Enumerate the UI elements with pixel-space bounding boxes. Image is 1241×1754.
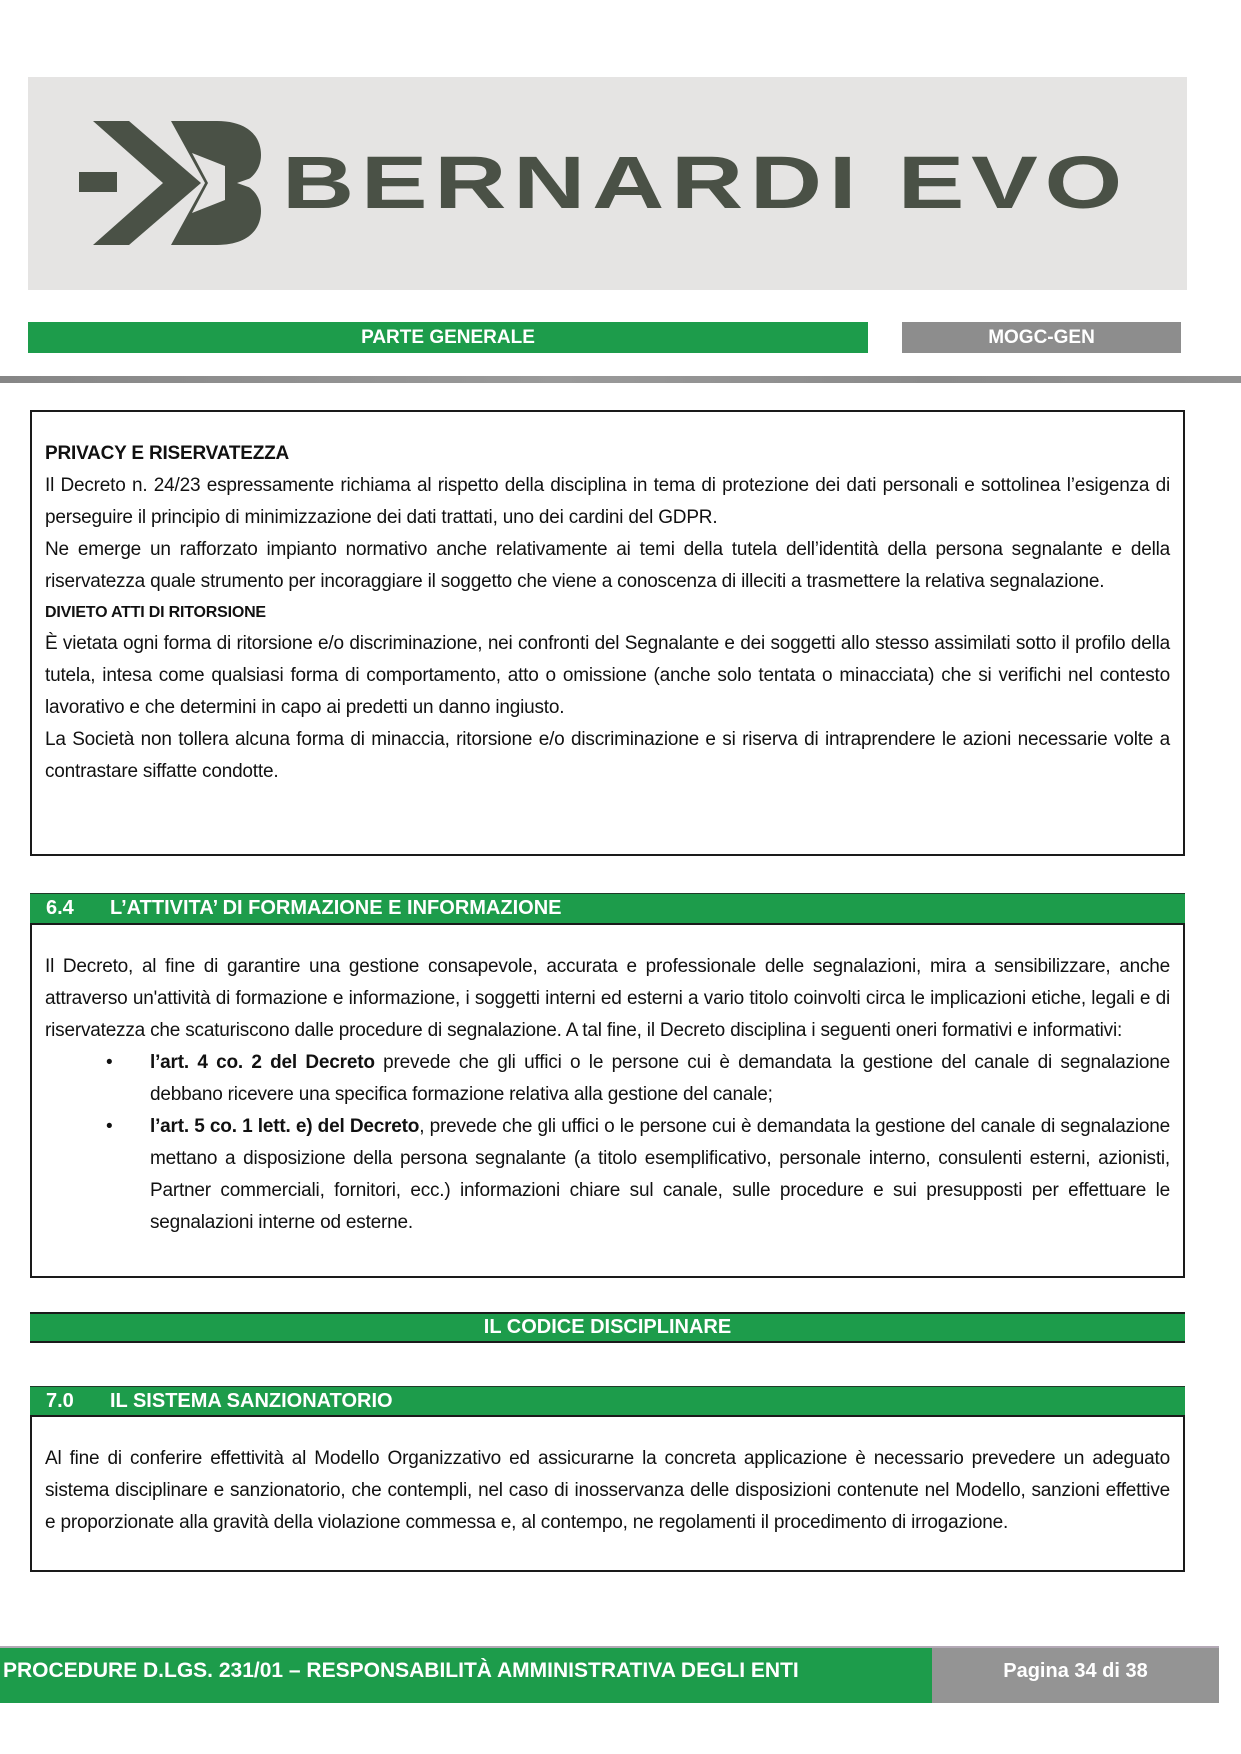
footer-page-number-bar: [932, 1648, 1219, 1703]
bullet-item-bold-lead: l’art. 4 co. 2 del Decreto: [150, 1052, 375, 1073]
section-7-0-box: [30, 1415, 1185, 1572]
mogc-gen-banner: [902, 322, 1181, 353]
codice-disciplinare-banner: [30, 1312, 1185, 1343]
bernardi-b-arrow-logo-icon: [78, 119, 270, 247]
footer-procedure-bar: [0, 1648, 932, 1703]
section-7-0-paragraph: Al fine di conferire effettività al Modello Organizzativo ed assicurarne la concreta applicazione è necessario prevedere un adeguato sistema disciplinare e sanzionatorio, che contempli, nel caso di inosservanza delle disposizioni contenute nel Modello, sanzioni effettive e proporzionate alla gravità della violazione commessa e, al contempo, ne regolamenti il procedimento di irrogazione.: [45, 1448, 1170, 1533]
section-7-0-header-bar: [30, 1386, 1185, 1415]
header-divider-rule: [0, 376, 1241, 383]
privacy-paragraph-1: Il Decreto n. 24/23 espressamente richiama al rispetto della disciplina in tema di protezione dei dati personali e sottolinea l’esigenza di perseguire il principio di minimizzazione dei dati trattati, uno dei cardini del GDPR.: [45, 475, 1170, 528]
section-7-0-number: 7.0: [46, 1389, 74, 1412]
section-6-4-bullet-list: [45, 1047, 1170, 1239]
section-7-0-title: IL SISTEMA SANZIONATORIO: [110, 1389, 393, 1412]
codice-disciplinare-label: IL CODICE DISCIPLINARE: [483, 1316, 732, 1338]
section-6-4-header-bar: [30, 893, 1185, 923]
bullet-item-art-4: [150, 1047, 1170, 1111]
page-footer: [0, 1646, 1219, 1703]
bullet-item-text: prevede che gli uffici o le persone cui è demandata la gestione del canale di segnalazione debbano ricevere una specifica formazione relativa alla gestione del canale;: [150, 1052, 1171, 1105]
footer-procedure-label: PROCEDURE D.LGS. 231/01 – RESPONSABILITÀ AMMINISTRATIVA DEGLI ENTI: [3, 1658, 799, 1682]
retaliation-paragraph-2: La Società non tollera alcuna forma di minaccia, ritorsione e/o discriminazione e si riserva di intraprendere le azioni necessarie volte a contrastare siffatte condotte.: [45, 729, 1170, 782]
privacy-section-box: [30, 410, 1185, 856]
privacy-heading: PRIVACY E RISERVATEZZA: [45, 443, 290, 464]
bullet-item-text: , prevede che gli uffici o le persone cui è demandata la gestione del canale di segnalazione mettano a disposizione della persona segnalante (a titolo esemplificativo, personale interno, consulenti esterni, azionisti, Partner commerciali, fornitori, ecc.) informazioni chiare sul canale, sulle procedure e sui presupposti per effettuare le segnalazioni interne od esterne.: [150, 1116, 1170, 1233]
brand-name: BERNARDI EVO: [282, 140, 1129, 224]
section-6-4-number: 6.4: [46, 897, 74, 919]
section-6-4-box: [30, 923, 1185, 1278]
mogc-gen-label: MOGC-GEN: [988, 326, 1095, 348]
section-6-4-title: L’ATTIVITA’ DI FORMAZIONE E INFORMAZIONE: [110, 897, 562, 919]
retaliation-paragraph-1: È vietata ogni forma di ritorsione e/o discriminazione, nei confronti del Segnalante e dei soggetti allo stesso assimilati sotto il profilo della tutela, intesa come qualsiasi forma di comportamento, atto o omissione (anche solo tentata o minacciata) che si verifichi nel contesto lavorativo e che determini in capo ai predetti un danno ingiusto.: [45, 633, 1170, 718]
bullet-item-art-5: [150, 1111, 1170, 1239]
privacy-paragraph-2: Ne emerge un rafforzato impianto normativo anche relativamente ai temi della tutela dell’identità della persona segnalante e della riservatezza quale strumento per incoraggiare il soggetto che viene a conoscenza di illeciti a trasmettere la relativa segnalazione.: [45, 539, 1170, 592]
footer-page-number: Pagina 34 di 38: [1003, 1660, 1148, 1682]
section-6-4-intro: Il Decreto, al fine di garantire una gestione consapevole, accurata e professionale delle segnalazioni, mira a sensibilizzare, anche attraverso un'attività di formazione e informazione, i soggetti interni ed esterni a vario titolo coinvolti circa le implicazioni etiche, legali e di riservatezza che scaturiscono dalle procedure di segnalazione. A tal fine, il Decreto disciplina i seguenti oneri formativi e informativi:: [45, 956, 1170, 1041]
bullet-item-bold-lead: l’art. 5 co. 1 lett. e) del Decreto: [150, 1116, 420, 1137]
parte-generale-banner: [28, 322, 868, 353]
retaliation-heading: DIVIETO ATTI DI RITORSIONE: [45, 604, 266, 621]
parte-generale-label: PARTE GENERALE: [361, 326, 535, 348]
logo-header: [28, 77, 1187, 290]
